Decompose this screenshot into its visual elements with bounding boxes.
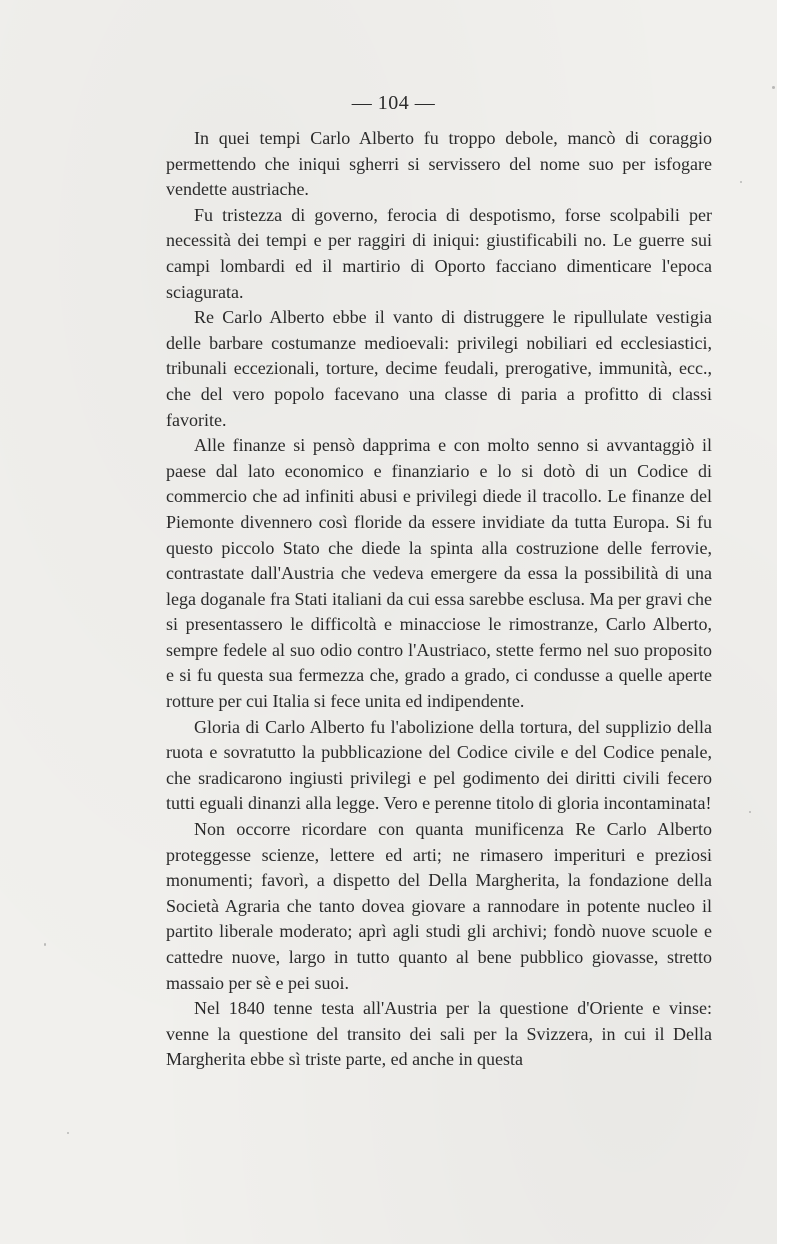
page-number: — 104 — [351, 92, 436, 114]
paragraph: Gloria di Carlo Alberto fu l'abolizione della tortura, del supplizio della ruota e sovratutto la pubblicazione del Codice civile e del Codice penale, che sradicarono ingiusti privilegi e pel godimento dei diritti civili fecero tutti eguali dinanzi alla legge. Vero e perenne titolo di gloria incontaminata! [166, 716, 712, 814]
paragraph: Re Carlo Alberto ebbe il vanto di distruggere le ripullulate vestigia delle barbare costumanze medioevali: privilegi nobiliari ed ecclesiastici, tribunali eccezionali, torture, decime feudali, prerogative, immunità, ecc., che del vero popolo facevano una classe di paria a profitto di classi favorite. [166, 307, 712, 430]
paragraph: Non occorre ricordare con quanta munificenza Re Carlo Alberto proteggesse scienze, lettere ed arti; ne rimasero imperituri e preziosi monumenti; favorì, a dispetto del Della Margherita, la fondazione della Società Agraria che tanto dovea giovare a rannodare in potente nucleo il partito liberale moderato; aprì agli studi gli archivi; fondò nuove scuole e cattedre nuove, largo in tutto quanto al bene pubblico giovasse, stretto massaio per sè e pei suoi. [166, 819, 712, 993]
paper-speck [740, 181, 742, 183]
paper-speck [44, 943, 46, 946]
paragraph: Nel 1840 tenne testa all'Austria per la questione d'Oriente e vinse: venne la questione del transito dei sali per la Svizzera, in cui il Della Margherita ebbe sì triste parte, ed anche in questa [166, 998, 712, 1070]
paper-speck [67, 1132, 69, 1134]
paragraph: In quei tempi Carlo Alberto fu troppo debole, mancò di coraggio permettendo che iniqui sgherri si servissero del nome suo per isfogare vendette austriache. [166, 128, 712, 200]
paragraph: Alle finanze si pensò dapprima e con molto senno si avvantaggiò il paese dal lato economico e finanziario e lo si dotò di un Codice di commercio che ad infiniti abusi e privilegi diede il tracollo. Le finanze del Piemonte divennero così floride da essere invidiate da tutta Europa. Si fu questo piccolo Stato che diede la spinta alla costruzione delle ferrovie, contrastate dall'Austria che vedeva emergere da essa la possibilità di una lega doganale fra Stati italiani da cui essa sarebbe esclusa. Ma per gravi che si presentassero le difficoltà e minacciose le rimostranze, Carlo Alberto, sempre fedele al suo odio contro l'Austriaco, stette fermo nel suo proposito e si fu questa sua fermezza che, grado a grado, ci condusse a quelle aperte rotture per cui Italia si fece unita ed indipendente. [166, 435, 712, 712]
scan-edge [777, 0, 787, 1244]
paper-speck [749, 811, 751, 813]
paper-speck [772, 86, 775, 89]
body-text [166, 126, 712, 1073]
paragraph: Fu tristezza di governo, ferocia di despotismo, forse scolpabili per necessità dei tempi e per raggiri di iniqui: giustificabili no. Le guerre sui campi lombardi ed il martirio di Oporto facciano dimenticare l'epoca sciagurata. [166, 204, 712, 302]
